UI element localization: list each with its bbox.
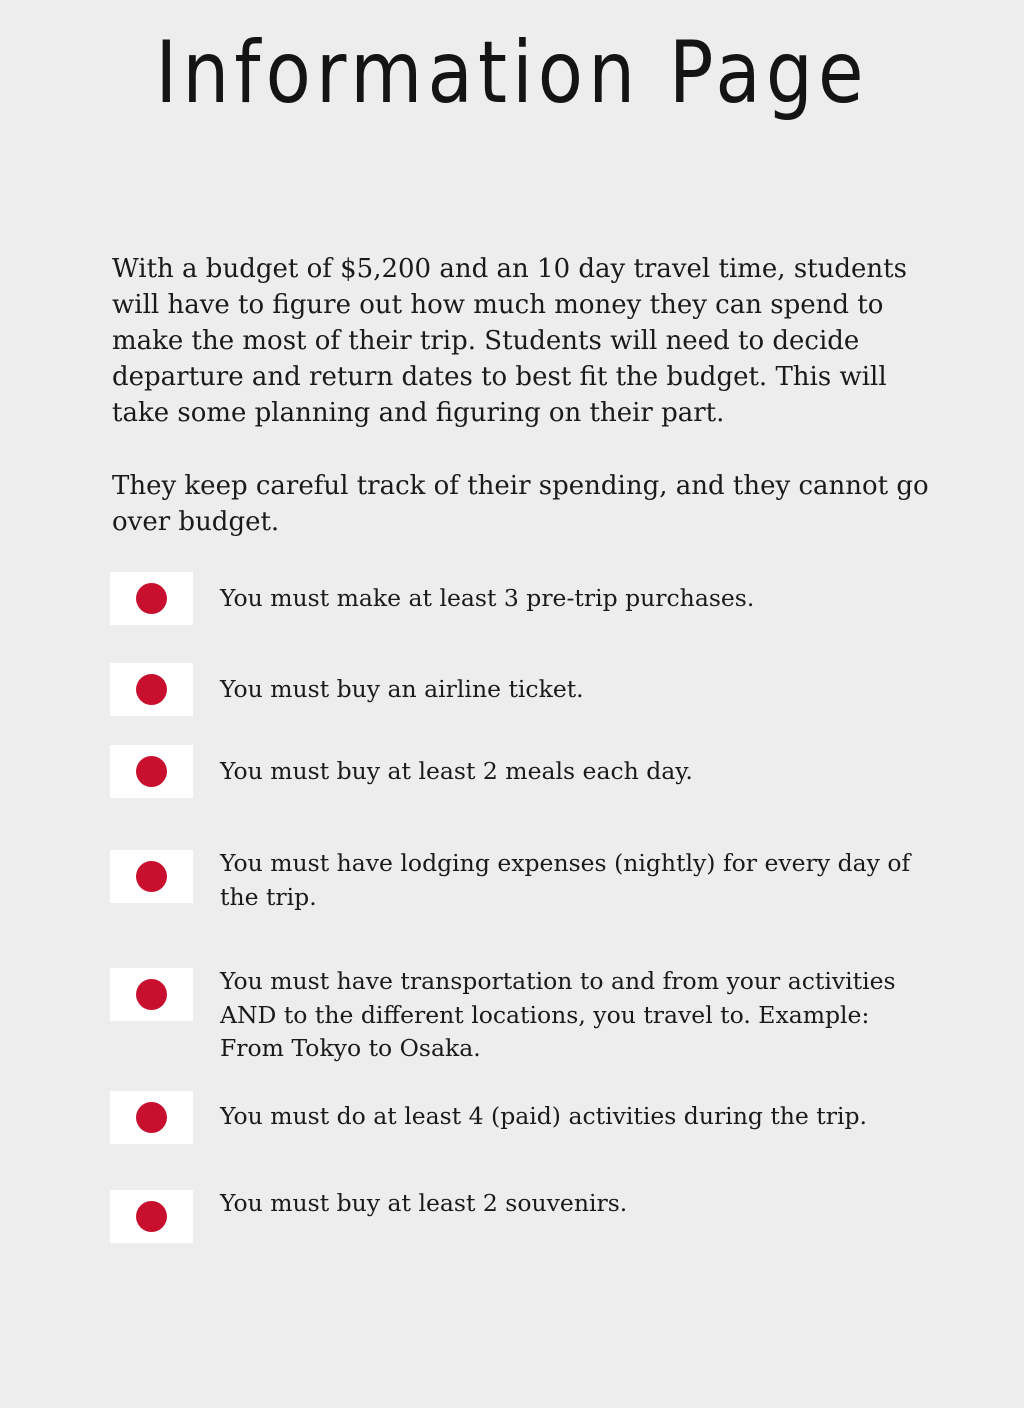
rule-text: You must have lodging expenses (nightly) for every day of the trip. — [220, 849, 911, 911]
japan-flag-icon — [110, 663, 193, 716]
rule-text: You must buy at least 2 souvenirs. — [220, 1189, 628, 1217]
japan-flag-icon — [110, 1190, 193, 1243]
rule-text: You must make at least 3 pre-trip purchases. — [220, 584, 755, 612]
page-title: Information Page — [155, 23, 869, 123]
japan-flag-icon — [110, 745, 193, 798]
rule-text: You must have transportation to and from your activities AND to the different locations, you travel to. Example: From Tokyo to Osaka. — [220, 967, 896, 1062]
rule-text: You must buy an airline ticket. — [220, 675, 584, 703]
intro-paragraph-budget: With a budget of $5,200 and an 10 day travel time, students will have to figure out how much money they can spend to make the most of their trip. Students will need to decide departure and return dates to best fit the budget. This will take some planning and figuring on their part. — [112, 254, 907, 428]
japan-flag-icon — [110, 572, 193, 625]
intro-paragraph-tracking: They keep careful track of their spending, and they cannot go over budget. — [112, 471, 929, 537]
japan-flag-icon — [110, 968, 193, 1021]
japan-flag-icon — [110, 850, 193, 903]
rule-text: You must do at least 4 (paid) activities during the trip. — [220, 1102, 868, 1130]
japan-flag-icon — [110, 1091, 193, 1144]
rule-text: You must buy at least 2 meals each day. — [220, 757, 693, 785]
